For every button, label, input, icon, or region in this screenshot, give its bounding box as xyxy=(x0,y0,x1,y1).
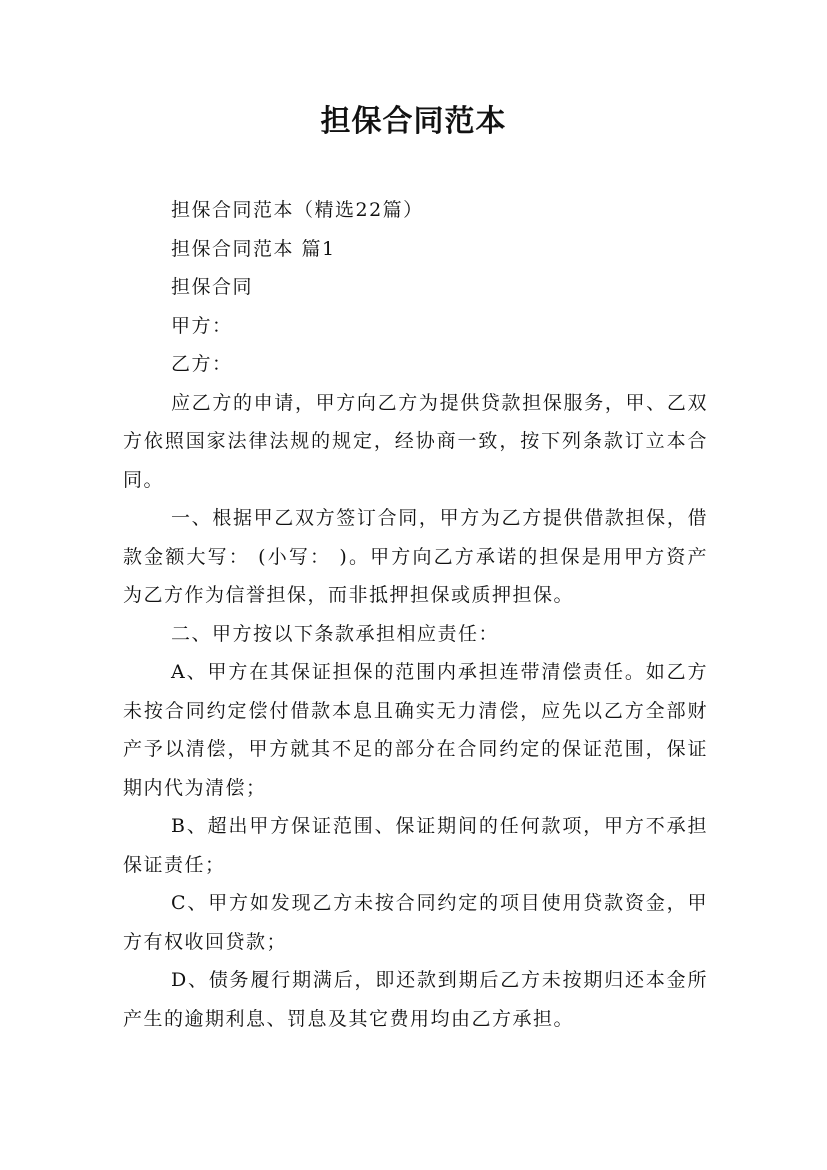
clause-a-paragraph: A、甲方在其保证担保的范围内承担连带清偿责任。如乙方未按合同约定偿付借款本息且确实无力清偿，应先以乙方全部财产予以清偿，甲方就其不足的部分在合同约定的保证范围，保证期内代为清偿； xyxy=(123,661,708,799)
clause-d-paragraph: D、债务履行期满后，即还款到期后乙方未按期归还本金所产生的逾期利息、罚息及其它费用均由乙方承担。 xyxy=(123,969,708,1030)
clause-b-paragraph: B、超出甲方保证范围、保证期间的任何款项，甲方不承担保证责任； xyxy=(123,815,708,876)
clause-2-paragraph: 二、甲方按以下条款承担相应责任： xyxy=(171,622,500,645)
document-body xyxy=(123,191,708,1038)
clause-c-paragraph: C、甲方如发现乙方未按合同约定的项目使用贷款资金，甲方有权收回贷款； xyxy=(123,892,708,953)
subtitle-paragraph: 担保合同范本（精选22篇） xyxy=(171,199,424,221)
party-a-label: 甲方： xyxy=(171,314,233,337)
document-title: 担保合同范本 xyxy=(320,104,507,139)
section-heading-paragraph: 担保合同范本 篇1 xyxy=(171,237,336,260)
clause-1-paragraph: 一、根据甲乙双方签订合同，甲方为乙方提供借款担保，借款金额大写： (小写： )。甲方向乙方承诺的担保是用甲方资产为乙方作为信誉担保，而非抵押担保或质押担保。 xyxy=(123,507,708,606)
party-b-label: 乙方： xyxy=(171,353,233,375)
contract-name-paragraph: 担保合同 xyxy=(171,276,254,298)
preamble-paragraph: 应乙方的申请，甲方向乙方为提供贷款担保服务，甲、乙双方依照国家法律法规的规定，经协商一致，按下列条款订立本合同。 xyxy=(123,391,708,491)
